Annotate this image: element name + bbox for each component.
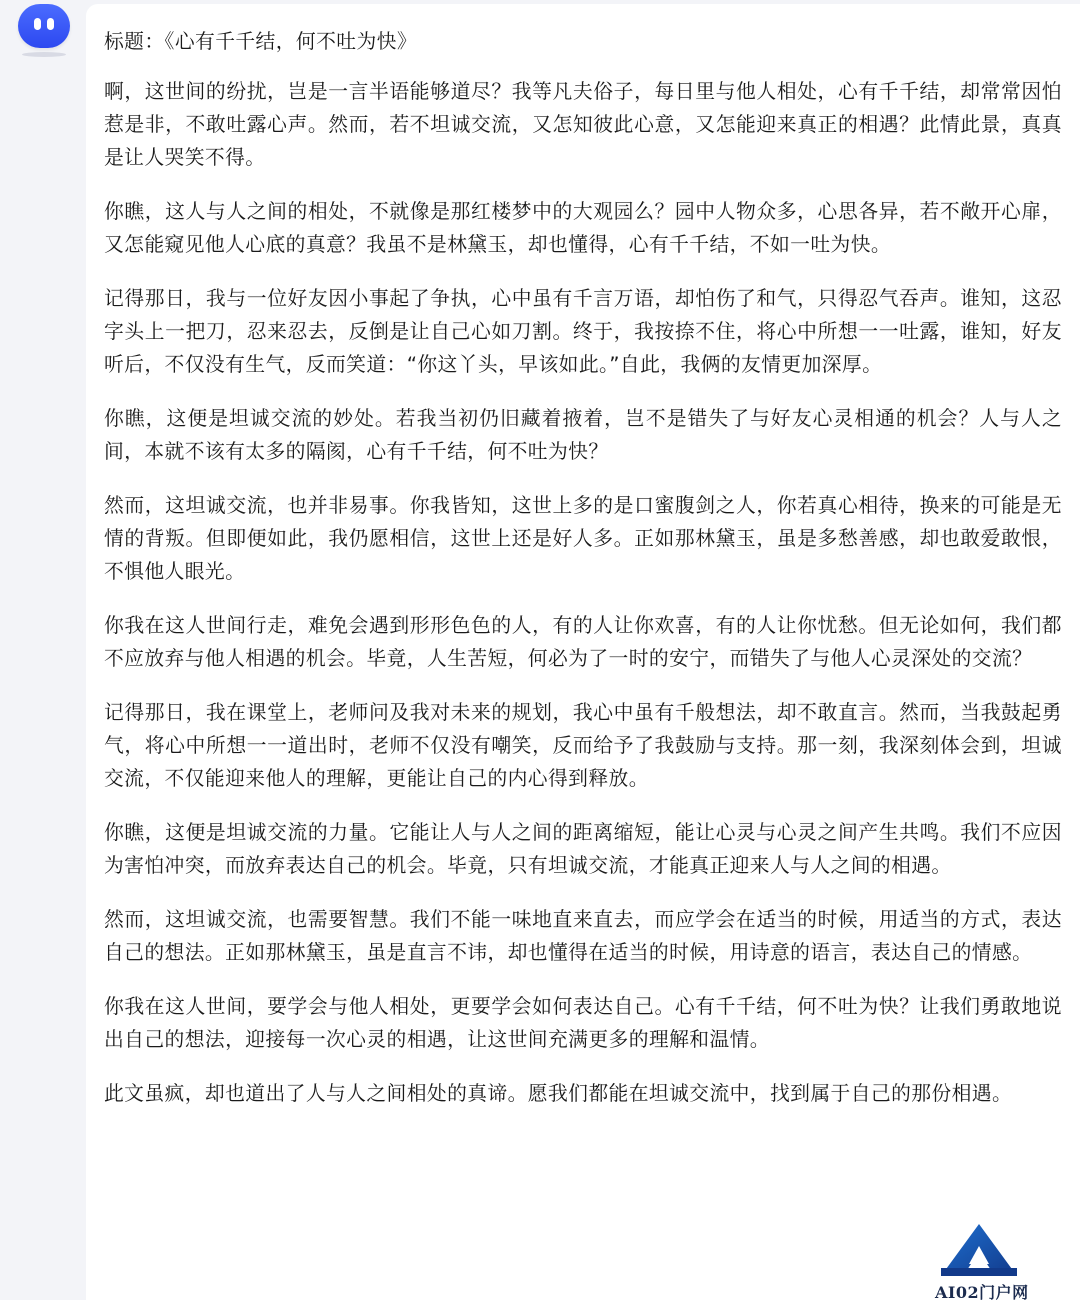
essay-paragraph: 你瞧，这人与人之间的相处，不就像是那红楼梦中的大观园么？园中人物众多，心思各异，若不敞开心扉，又怎能窥见他人心底的真意？我虽不是林黛玉，却也懂得，心有千千结，不如一吐为快。	[104, 200, 1062, 256]
avatar-shadow	[22, 52, 66, 57]
essay-paragraph: 你瞧，这便是坦诚交流的妙处。若我当初仍旧藏着掖着，岂不是错失了与好友心灵相通的机会？人与人之间，本就不该有太多的隔阂，心有千千结，何不吐为快？	[104, 407, 1062, 463]
essay-paragraph: 然而，这坦诚交流，也需要智慧。我们不能一味地直来直去，而应学会在适当的时候，用适当的方式，表达自己的想法。正如那林黛玉，虽是直言不讳，却也懂得在适当的时候，用诗意的语言，表达自己的情感。	[104, 908, 1062, 964]
essay-paragraph: 记得那日，我在课堂上，老师问及我对未来的规划，我心中虽有千般想法，却不敢直言。然而，当我鼓起勇气，将心中所想一一道出时，老师不仅没有嘲笑，反而给予了我鼓励与支持。那一刻，我深刻体会到，坦诚交流，不仅能迎来他人的理解，更能让自己的内心得到释放。	[104, 701, 1062, 790]
essay-paragraph: 你我在这人世间行走，难免会遇到形形色色的人，有的人让你欢喜，有的人让你忧愁。但无论如何，我们都不应放弃与他人相遇的机会。毕竟，人生苦短，何必为了一时的安宁，而错失了与他人心灵深处的交流？	[104, 614, 1062, 670]
avatar-right-eye	[47, 18, 54, 30]
essay-paragraph: 你瞧，这便是坦诚交流的力量。它能让人与人之间的距离缩短，能让心灵与心灵之间产生共鸣。我们不应因为害怕冲突，而放弃表达自己的机会。毕竟，只有坦诚交流，才能真正迎来人与人之间的相遇。	[104, 821, 1062, 877]
essay-paragraph: 然而，这坦诚交流，也并非易事。你我皆知，这世上多的是口蜜腹剑之人，你若真心相待，换来的可能是无情的背叛。但即便如此，我仍愿相信，这世上还是好人多。正如那林黛玉，虽是多愁善感，却也敢爱敢恨，不惧他人眼光。	[104, 494, 1062, 583]
essay-paragraph: 啊，这世间的纷扰，岂是一言半语能够道尽？我等凡夫俗子，每日里与他人相处，心有千千结，却常常因怕惹是非，不敢吐露心声。然而，若不坦诚交流，又怎知彼此心意，又怎能迎来真正的相遇？此情此景，真真是让人哭笑不得。	[104, 80, 1062, 169]
essay-paragraph: 记得那日，我与一位好友因小事起了争执，心中虽有千言万语，却怕伤了和气，只得忍气吞声。谁知，这忍字头上一把刀，忍来忍去，反倒是让自己心如刀割。终于，我按捺不住，将心中所想一一吐露，谁知，好友听后，不仅没有生气，反而笑道：“你这丫头，早该如此。”自此，我俩的友情更加深厚。	[104, 287, 1062, 376]
avatar-left-eye	[34, 18, 41, 30]
site-watermark	[935, 1222, 1035, 1300]
ai-triangle-logo-icon	[939, 1222, 1019, 1278]
essay-paragraph: 你我在这人世间，要学会与他人相处，更要学会如何表达自己。心有千千结，何不吐为快？让我们勇敢地说出自己的想法，迎接每一次心灵的相遇，让这世间充满更多的理解和温情。	[104, 995, 1062, 1051]
essay-paragraph: 此文虽疯，却也道出了人与人之间相处的真谛。愿我们都能在坦诚交流中，找到属于自己的那份相遇。	[104, 1082, 1013, 1105]
assistant-message-bubble	[86, 4, 1080, 1300]
essay-title: 标题：《心有千千结，何不吐为快》	[104, 30, 418, 53]
watermark-text: AI02门户网	[935, 1283, 1029, 1300]
assistant-avatar	[18, 4, 70, 48]
